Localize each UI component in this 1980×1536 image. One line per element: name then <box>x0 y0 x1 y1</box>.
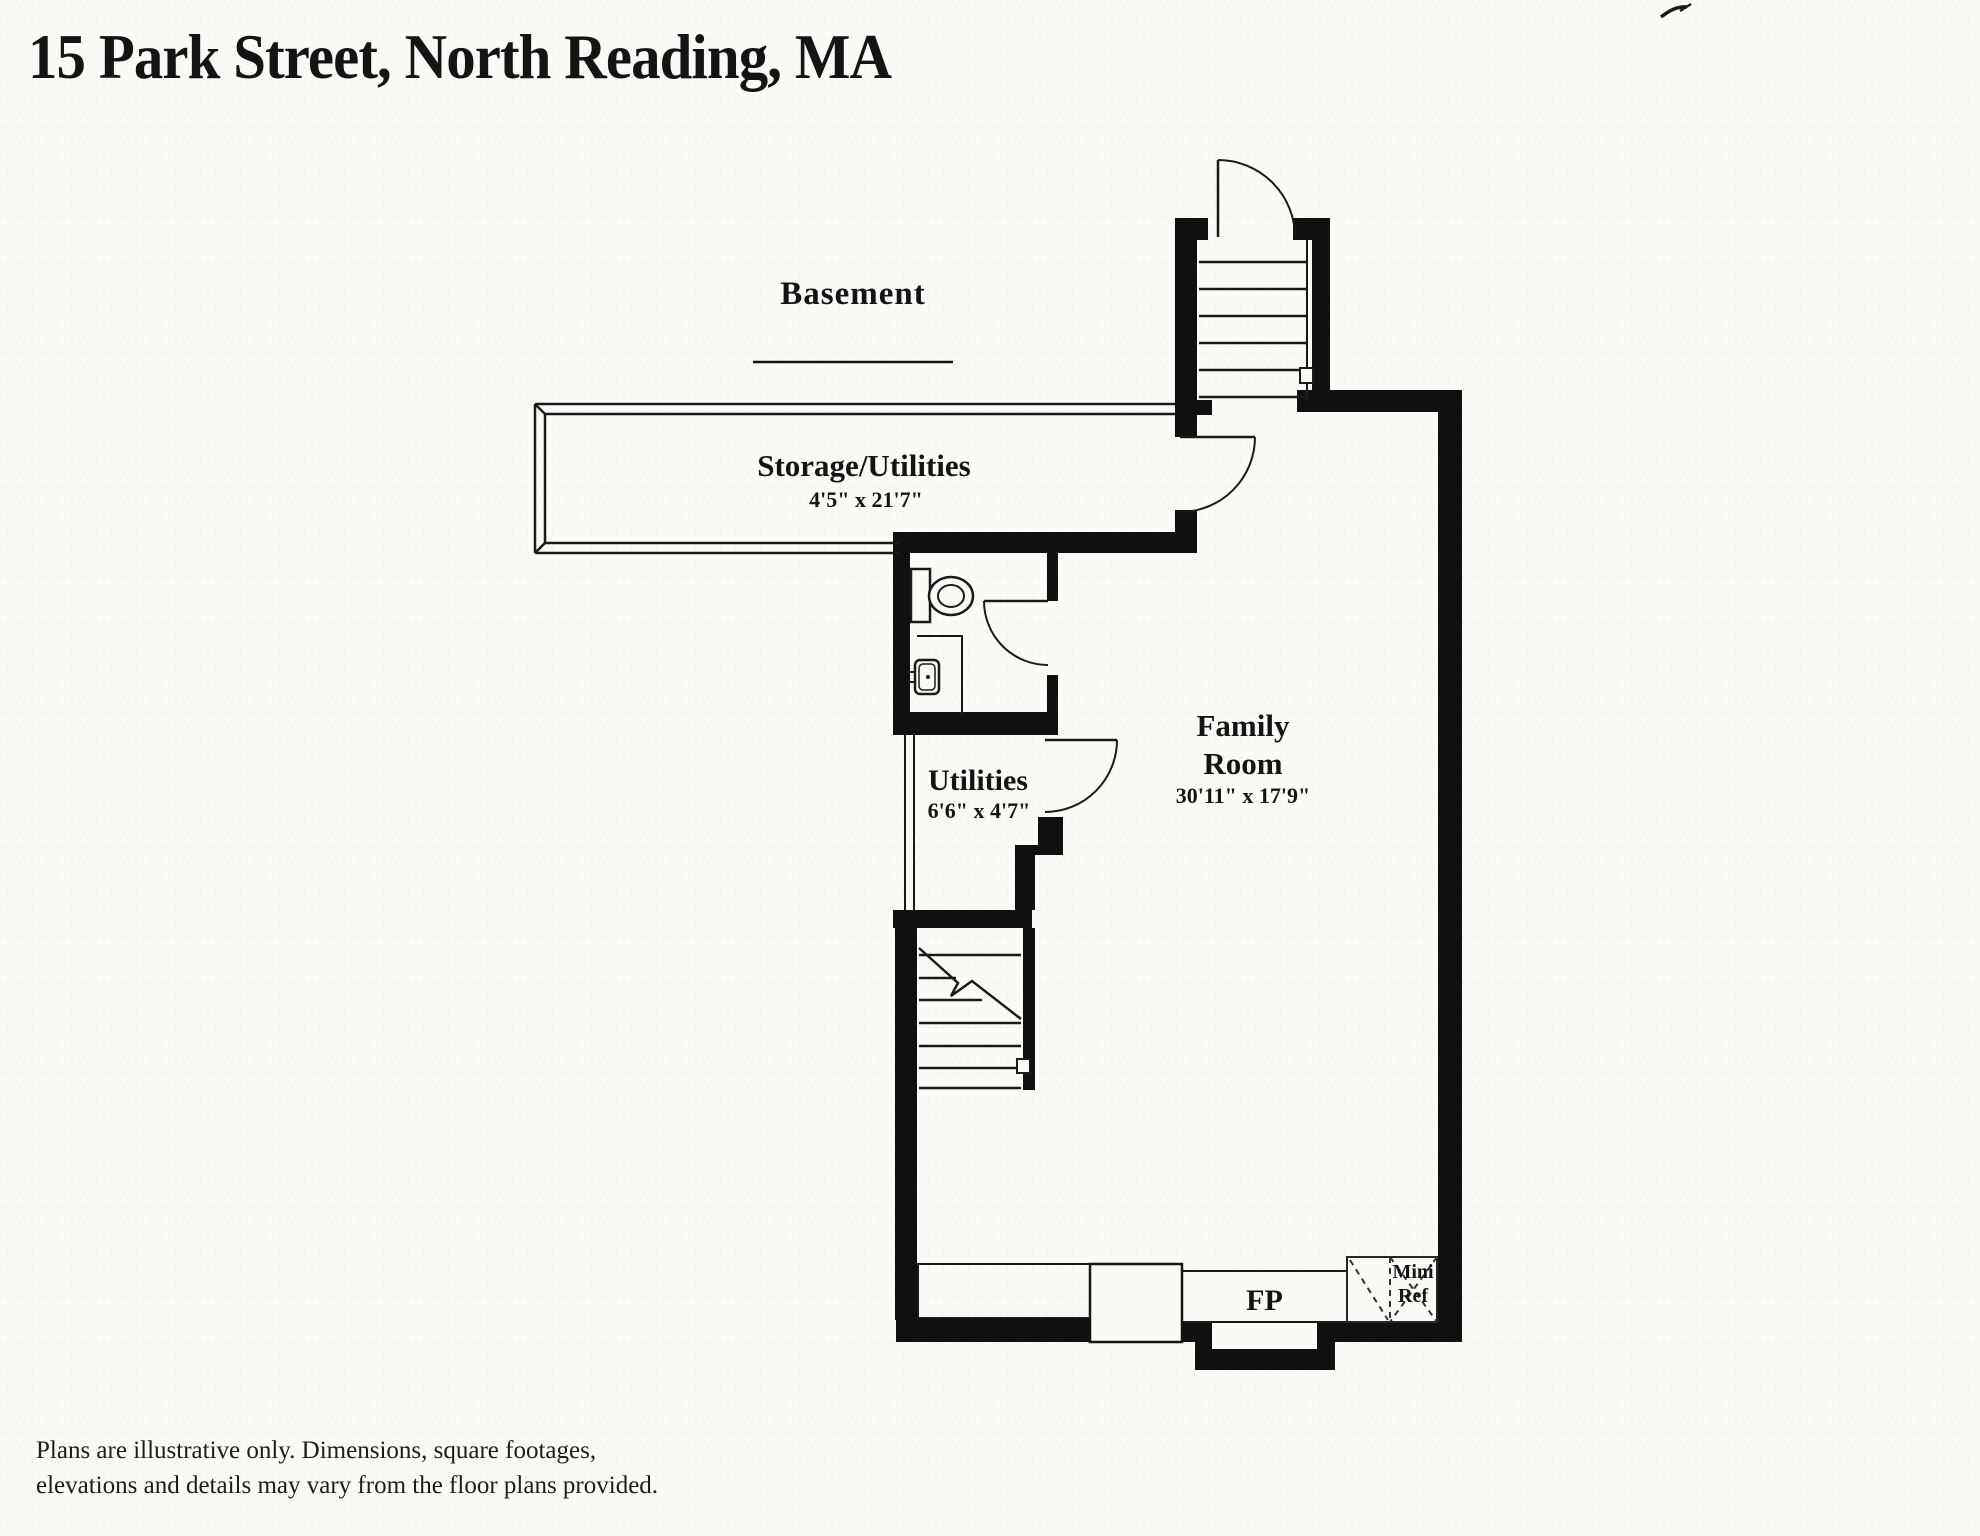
wall-north <box>1297 390 1462 412</box>
wall-east <box>1438 412 1462 1322</box>
newel-post <box>1300 368 1313 383</box>
bathroom-fixtures <box>908 569 973 716</box>
wall-stair1-bottom-stub <box>1197 400 1212 415</box>
wall-stair1-left <box>1175 218 1197 437</box>
wall-stair1-right <box>1312 240 1330 392</box>
wall-bath-south <box>893 712 1058 735</box>
room-dimensions-family-room: 30'11" x 17'9" <box>1175 783 1311 808</box>
toilet-icon <box>911 569 973 622</box>
staircase-upper <box>1199 240 1313 400</box>
newel-post <box>1017 1059 1030 1073</box>
wall-utilities-jog-v <box>1015 848 1035 910</box>
room-dimensions-utilities: 6'6" x 4'7" <box>927 798 1031 823</box>
page-title: 15 Park Street, North Reading, MA <box>28 21 892 92</box>
disclaimer-line2: elevations and details may vary from the floor plans provided. <box>36 1472 659 1499</box>
staircase-lower <box>919 948 1030 1088</box>
door-swing-bathroom <box>984 601 1048 665</box>
room-label-storage-utilities: Storage/Utilities <box>757 448 971 483</box>
room-dimensions-storage-utilities: 4'5" x 21'7" <box>809 487 923 512</box>
wall-bath-east-lower <box>1047 675 1058 718</box>
wall-stair1-right-top <box>1293 218 1330 240</box>
pen-mark <box>1661 4 1691 17</box>
room-label-family-room-line1: Family <box>1196 708 1290 743</box>
bay-box <box>1090 1264 1182 1342</box>
door-swing-stair-top <box>1218 160 1295 237</box>
wall-west-lower <box>895 910 917 1320</box>
room-label-utilities: Utilities <box>928 764 1028 797</box>
fireplace-label: FP <box>1246 1284 1283 1317</box>
floor-label: Basement <box>780 276 926 312</box>
stair-break-line <box>919 948 1021 1019</box>
ledge-counter <box>918 1264 1090 1318</box>
wall-bath-east-upper <box>1047 553 1058 601</box>
wall-bath-west <box>893 532 910 735</box>
door-swing-storage <box>1180 437 1255 512</box>
sink-icon <box>908 660 939 694</box>
wall-hall-band <box>893 532 1193 553</box>
frame-mitres <box>535 404 545 553</box>
room-label-family-room-line2: Room <box>1203 746 1283 781</box>
disclaimer-line1: Plans are illustrative only. Dimensions, square footages, <box>36 1437 597 1464</box>
mini-ref-label-line2: Ref <box>1398 1285 1428 1307</box>
mini-ref-label-line1: Mini <box>1392 1261 1434 1283</box>
